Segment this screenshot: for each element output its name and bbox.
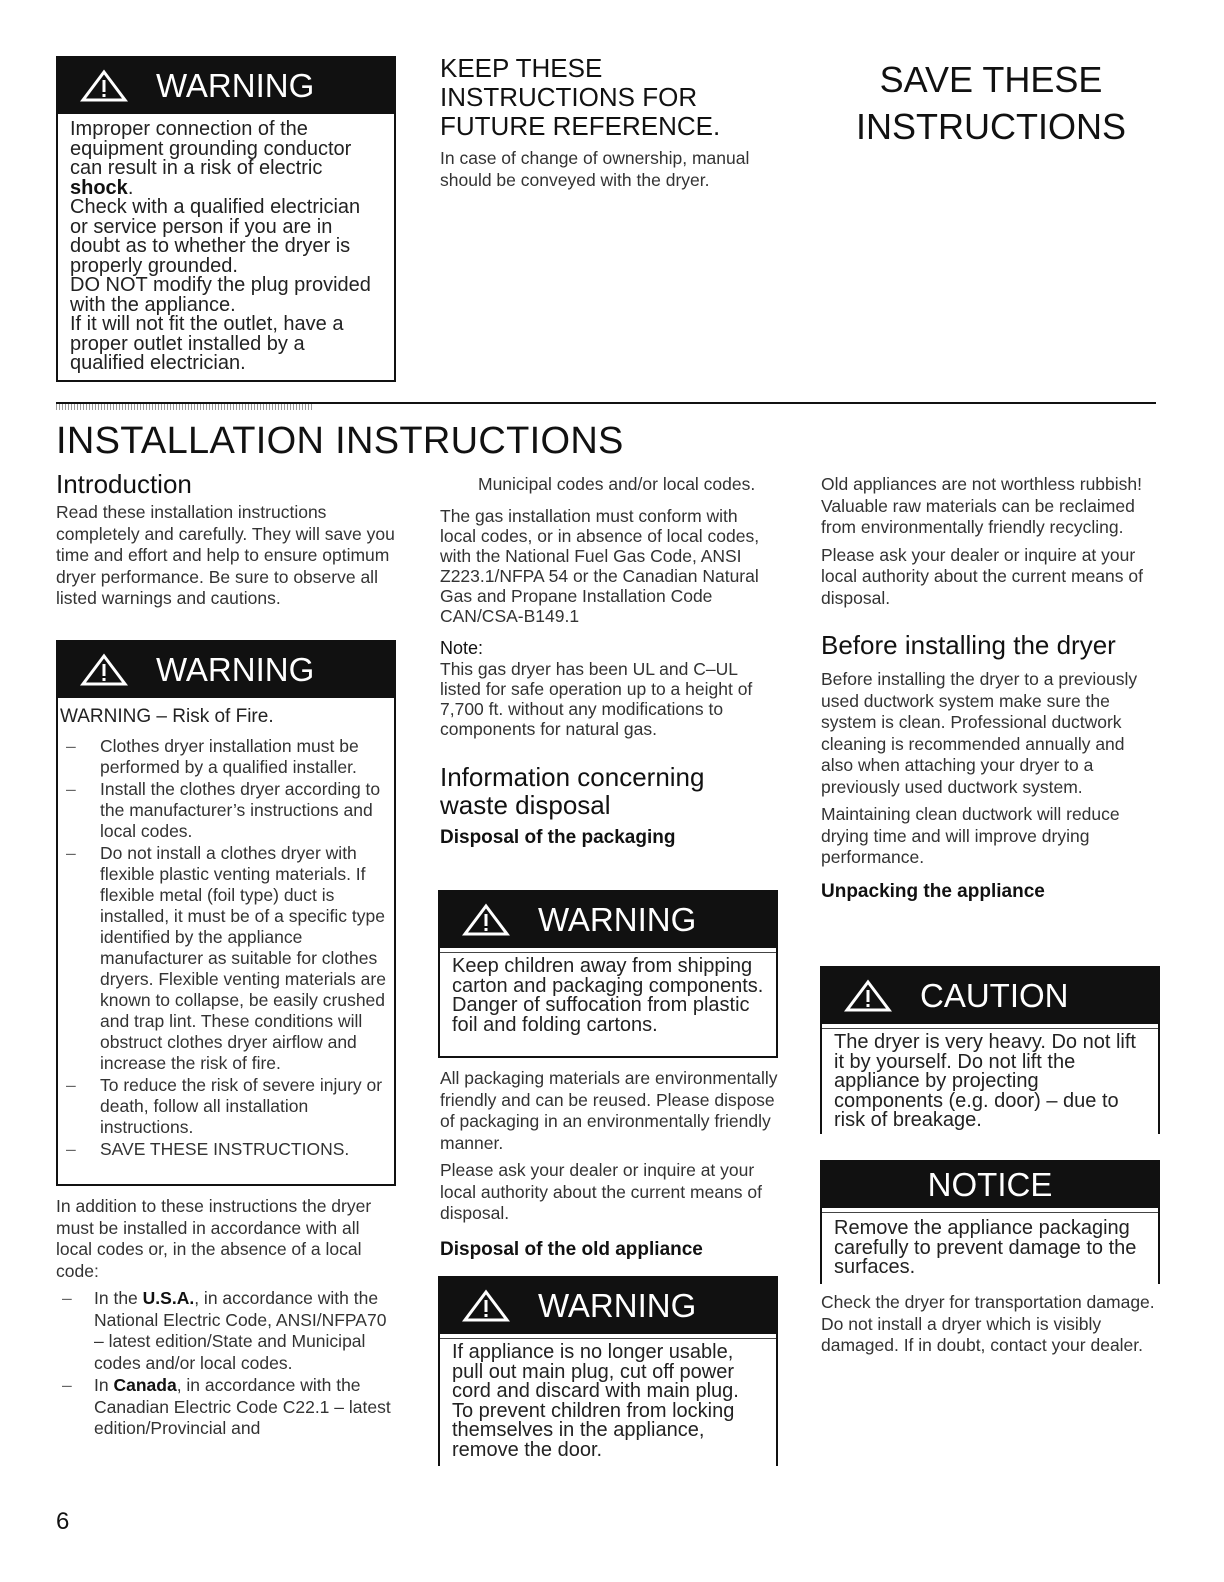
addition-continued: Municipal codes and/or local codes.: [478, 474, 756, 494]
warning-header: [58, 642, 394, 698]
warning-box-grounding: [56, 56, 396, 382]
warning-title: WARNING: [156, 651, 315, 688]
notice-header: [822, 1162, 1158, 1208]
packaging-heading: Disposal of the packaging: [440, 827, 676, 848]
notice-inner: [822, 1212, 1158, 1284]
warning-text: DO NOT modify the plug provided with the appliance.: [70, 274, 371, 316]
list-item: – In the U.S.A., in accordance with the National Electric Code, ANSI/NFPA70 – latest edition/State and Municipal codes and/or local codes.: [56, 1288, 396, 1374]
warning-text: Keep children away from shipping carton and packaging components. Danger of suffocation from plastic foil and folding cartons.: [452, 955, 764, 1036]
addition-section: [56, 1196, 396, 1441]
warning-inner: [440, 1338, 776, 1466]
warning-triangle-icon: [844, 979, 892, 1013]
warning-title: WARNING: [538, 901, 697, 938]
country-canada: Canada: [113, 1375, 177, 1395]
caution-title: CAUTION: [920, 977, 1069, 1014]
warning-text: Improper connection of the equipment grounding conductor can result in a risk of electric: [70, 118, 352, 179]
warning-box-fire: [56, 640, 396, 1186]
code-list: [56, 1288, 396, 1440]
intro-heading: Introduction: [56, 469, 192, 499]
save-title: SAVE THESE INSTRUCTIONS: [856, 59, 1126, 147]
warning-header: [58, 58, 394, 114]
list-item: – In Canada, in accordance with the Canadian Electric Code C22.1 – latest edition/Provincial and: [56, 1375, 396, 1440]
notice-text: Remove the appliance packaging carefully to prevent damage to the surfaces.: [834, 1217, 1137, 1278]
recycling-text: Old appliances are not worthless rubbish! Valuable raw materials can be reclaimed from environmentally friendly recycling.: [821, 474, 1143, 537]
warning-text-bold: shock: [70, 176, 128, 199]
warning-text: If it will not fit the outlet, have a proper outlet installed by a qualified electrician.: [70, 313, 344, 374]
addition-text: In addition to these instructions the dryer must be installed in accordance with all local codes or, in the absence of a local code:: [56, 1196, 372, 1281]
check-text: Check the dryer for transportation damage. Do not install a dryer which is visibly damaged. If in doubt, contact your dealer.: [821, 1292, 1155, 1355]
warning-triangle-icon: [462, 903, 510, 937]
caution-box: [820, 966, 1160, 1134]
note-text: This gas dryer has been UL and C–UL listed for safe operation up to a height of 7,700 ft. without any modifications to components for natural gas.: [440, 659, 753, 739]
old-appliance-heading: Disposal of the old appliance: [440, 1238, 703, 1260]
warning-title: WARNING: [156, 67, 315, 104]
warning-box-old-appliance: [438, 1276, 778, 1466]
warning-body: [58, 114, 394, 380]
list-item: – SAVE THESE INSTRUCTIONS.: [60, 1139, 388, 1160]
column-2: [440, 474, 778, 849]
disposal-text: Please ask your dealer or inquire at your local authority about the current means of disposal.: [821, 544, 1143, 608]
warning-list: [60, 736, 388, 1160]
packaging-text: Please ask your dealer or inquire at your local authority about the current means of disposal.: [440, 1160, 762, 1223]
intro-text: Read these installation instructions completely and carefully. They will save you time and effort and help to ensure optimum dryer performance. Be sure to observe all listed warnings and cautions.: [56, 502, 395, 608]
notice-title: NOTICE: [927, 1166, 1053, 1203]
before-heading: Before installing the dryer: [821, 630, 1116, 660]
warning-header: [440, 1278, 776, 1334]
page-number: 6: [56, 1508, 70, 1535]
caution-inner: [822, 1028, 1158, 1137]
keep-title: KEEP THESE INSTRUCTIONS FOR FUTURE REFERENCE.: [440, 53, 721, 141]
keep-text: In case of change of ownership, manual should be conveyed with the dryer.: [440, 148, 750, 190]
waste-heading: Information concerning waste disposal: [440, 762, 705, 820]
divider-pattern: [56, 404, 312, 410]
note-label: Note:: [440, 637, 484, 658]
caution-text: The dryer is very heavy. Do not lift it by yourself. Do not lift the appliance by projecting components (e.g. door) – due to risk of breakage.: [834, 1031, 1136, 1131]
warning-body: [58, 698, 394, 1160]
list-item: – Do not install a clothes dryer with flexible plastic venting materials. If flexible metal (foil type) duct is installed, it must be of a specific type identified by the appliance manufacturer as suitable for clothes dryers. Flexible venting materials are known to collapse, be easily crushed and trap lint. These conditions will obstruct clothes dryer airflow and increase the risk of fire.: [60, 843, 388, 1074]
before-text: Maintaining clean ductwork will reduce drying time and will improve drying performance.: [821, 804, 1120, 867]
column-1: [56, 470, 398, 610]
warning-box-packaging: [438, 890, 778, 1058]
warning-inner: [440, 952, 776, 1041]
warning-lead: WARNING – Risk of Fire.: [60, 706, 274, 727]
warning-text: Check with a qualified electrician or service person if you are in doubt as to whether the dryer is properly grounded.: [70, 196, 361, 277]
page-title: INSTALLATION INSTRUCTIONS: [56, 420, 624, 462]
warning-triangle-icon: [80, 653, 128, 687]
warning-text: If appliance is no longer usable, pull out main plug, cut off power cord and discard with main plug. To prevent children from locking themselves in the appliance, remove the door.: [452, 1341, 739, 1461]
warning-text: .: [127, 176, 134, 199]
keep-section: [440, 54, 770, 191]
warning-title: WARNING: [538, 1287, 697, 1324]
warning-header: [440, 892, 776, 948]
country-usa: U.S.A.: [142, 1288, 195, 1308]
warning-triangle-icon: [80, 69, 128, 103]
list-item: – To reduce the risk of severe injury or death, follow all installation instructions.: [60, 1075, 388, 1138]
packaging-text: All packaging materials are environmentally friendly and can be reused. Please dispose of packaging in an environmentally friendly manner.: [440, 1068, 778, 1153]
caution-header: [822, 968, 1158, 1024]
warning-triangle-icon: [462, 1289, 510, 1323]
list-item: – Install the clothes dryer according to the manufacturer’s instructions and local codes.: [60, 779, 388, 842]
before-text: Before installing the dryer to a previously used ductwork system make sure the system is clean. Professional ductwork cleaning is recommended annually and also when attaching your dryer to a previously used ductwork system.: [821, 669, 1138, 797]
gas-text: The gas installation must conform with local codes, or in absence of local codes, with the National Fuel Gas Code, ANSI Z223.1/NFPA 54 or the Canadian Natural Gas and Propane Installation Code CAN/CSA-B149.1: [440, 505, 760, 626]
list-item: – Clothes dryer installation must be performed by a qualified installer.: [60, 736, 388, 778]
column-3: [821, 474, 1159, 902]
packaging-section: [440, 1068, 778, 1260]
notice-box: [820, 1160, 1160, 1284]
unpack-heading: Unpacking the appliance: [821, 880, 1045, 902]
